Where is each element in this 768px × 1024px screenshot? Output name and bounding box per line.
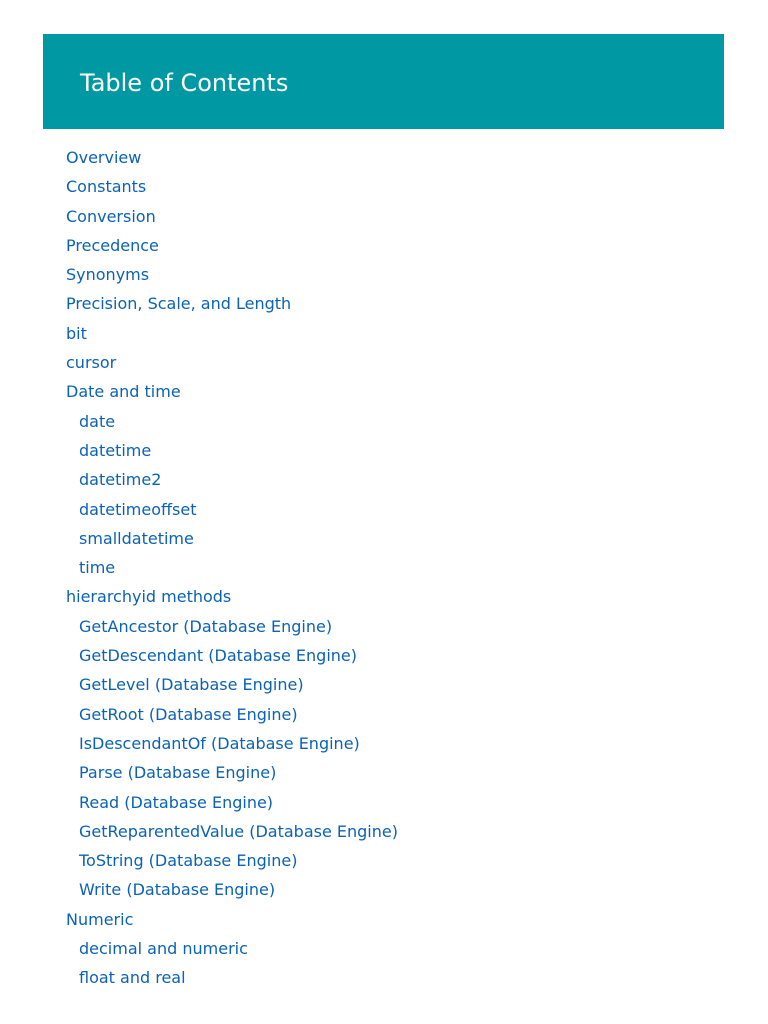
toc-link[interactable]: time (79, 558, 116, 578)
toc-item (66, 439, 398, 468)
toc-list (66, 146, 398, 996)
toc-item (66, 234, 398, 263)
toc-link[interactable]: Precedence (66, 235, 159, 255)
toc-link[interactable]: Parse (Database Engine) (79, 763, 277, 783)
toc-link[interactable]: float and real (79, 968, 186, 988)
toc-link[interactable]: datetimeoffset (79, 499, 197, 519)
toc-item (66, 527, 398, 556)
toc-link[interactable]: GetReparentedValue (Database Engine) (79, 821, 398, 841)
toc-link[interactable]: Write (Database Engine) (79, 880, 276, 900)
toc-link[interactable]: GetLevel (Database Engine) (79, 675, 304, 695)
toc-item (66, 292, 398, 321)
toc-item (66, 585, 398, 614)
toc-link[interactable]: ToString (Database Engine) (79, 851, 298, 871)
toc-link[interactable]: Numeric (66, 909, 134, 929)
toc-item (66, 849, 398, 878)
toc-item (66, 263, 398, 292)
toc-item (66, 556, 398, 585)
toc-link[interactable]: Overview (66, 148, 142, 167)
toc-link[interactable]: datetime2 (79, 470, 162, 490)
toc-item (66, 468, 398, 497)
toc-item (66, 703, 398, 732)
toc-item (66, 322, 398, 351)
toc-item (66, 175, 398, 204)
toc-link[interactable]: date (79, 411, 116, 431)
toc-link[interactable]: Precision, Scale, and Length (66, 294, 292, 314)
toc-link[interactable]: Synonyms (66, 265, 150, 285)
toc-item (66, 908, 398, 937)
toc-link[interactable]: Date and time (66, 382, 181, 402)
toc-link[interactable]: Read (Database Engine) (79, 792, 274, 812)
toc-item (66, 937, 398, 966)
toc-item (66, 732, 398, 761)
toc-link[interactable]: IsDescendantOf (Database Engine) (79, 733, 360, 753)
toc-link[interactable]: datetime (79, 440, 152, 460)
toc-item (66, 820, 398, 849)
toc-link[interactable]: GetAncestor (Database Engine) (79, 616, 333, 636)
toc-item (66, 146, 398, 175)
toc-item (66, 966, 398, 995)
toc-item (66, 380, 398, 409)
toc-link[interactable]: GetDescendant (Database Engine) (79, 646, 358, 666)
page-title: Table of Contents (80, 69, 289, 97)
toc-item (66, 644, 398, 673)
toc-item (66, 351, 398, 380)
toc-item (66, 878, 398, 907)
toc-item (66, 410, 398, 439)
toc-item (66, 498, 398, 527)
toc-link[interactable]: Constants (66, 177, 147, 197)
toc-item (66, 791, 398, 820)
toc-item (66, 205, 398, 234)
toc-link[interactable]: hierarchyid methods (66, 587, 232, 607)
toc-link[interactable]: GetRoot (Database Engine) (79, 704, 298, 724)
toc-item (66, 673, 398, 702)
toc-item (66, 615, 398, 644)
toc-link[interactable]: Conversion (66, 206, 156, 226)
toc-link[interactable]: decimal and numeric (79, 939, 248, 959)
toc-link[interactable]: smalldatetime (79, 528, 194, 548)
toc-link[interactable]: bit (66, 323, 87, 343)
toc-header (43, 34, 724, 129)
toc-item (66, 761, 398, 790)
toc-link[interactable]: cursor (66, 353, 117, 373)
